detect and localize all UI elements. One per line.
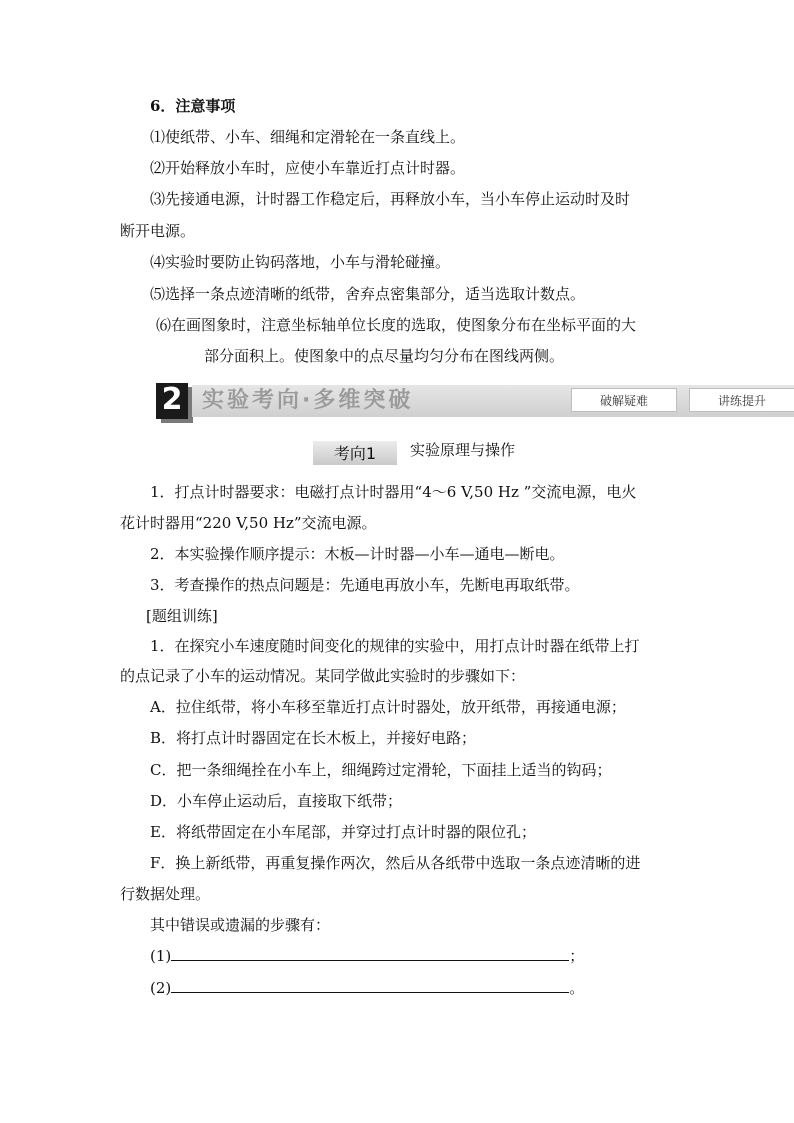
answer-label-2: (2)	[150, 979, 172, 997]
step-a: A．拉住纸带，将小车移至靠近打点计时器处，放开纸带，再接通电源；	[150, 698, 626, 716]
answer-line-2	[150, 978, 584, 998]
subsection-label-box	[313, 441, 397, 465]
subsection-title: 实验原理与操作	[410, 441, 516, 459]
answer-end-1: ；	[569, 947, 585, 965]
principle-1: 1．打点计时器要求：电磁打点计时器用“4～6 V,50 Hz ”交流电源，电火	[150, 483, 637, 501]
section-banner	[156, 381, 794, 421]
subsection-label: 考向1	[333, 444, 377, 463]
notes-item-3: ⑶先接通电源，计时器工作稳定后，再释放小车，当小车停止运动时及时	[150, 190, 631, 208]
answer-blank-1[interactable]	[171, 946, 569, 961]
principle-3: 3．考查操作的热点问题是：先通电再放小车，先断电再取纸带。	[150, 576, 580, 594]
banner-number: 2	[156, 383, 188, 419]
practice-improve-button[interactable]: 讲练提升	[689, 388, 794, 412]
notes-item-2: ⑵开始释放小车时，应使小车靠近打点计时器。	[150, 159, 466, 177]
answer-label-1: (1)	[150, 947, 172, 965]
analyze-difficulties-button[interactable]: 破解疑难	[571, 388, 677, 412]
notes-heading: 6．注意事项	[150, 97, 236, 115]
notes-item-4: ⑷实验时要防止钩码落地，小车与滑轮碰撞。	[150, 253, 451, 271]
answer-prompt: 其中错误或遗漏的步骤有：	[150, 916, 331, 934]
question-line-1: 1．在探究小车速度随时间变化的规律的实验中，用打点计时器在纸带上打	[150, 637, 640, 655]
practice-heading: [题组训练]	[146, 607, 218, 625]
principle-1-cont: 花计时器用“220 V,50 Hz”交流电源。	[120, 514, 377, 532]
answer-end-2: 。	[569, 979, 585, 997]
notes-item-3-cont: 断开电源。	[120, 222, 196, 240]
step-f: F．换上新纸带，再重复操作两次，然后从各纸带中选取一条点迹清晰的进	[150, 854, 641, 872]
step-e: E．将纸带固定在小车尾部，并穿过打点计时器的限位孔；	[150, 823, 536, 841]
notes-item-1: ⑴使纸带、小车、细绳和定滑轮在一条直线上。	[150, 128, 466, 146]
banner-title: 实验考向·多维突破	[202, 388, 414, 413]
answer-blank-2[interactable]	[171, 978, 569, 993]
notes-item-5: ⑸选择一条点迹清晰的纸带，舍弃点密集部分，适当选取计数点。	[150, 285, 586, 303]
principle-2: 2．本实验操作顺序提示：木板—计时器—小车—通电—断电。	[150, 545, 565, 563]
question-line-2: 的点记录了小车的运动情况。某同学做此实验时的步骤如下：	[120, 667, 526, 685]
notes-item-6-cont: 部分面积上。使图象中的点尽量均匀分布在图线两侧。	[204, 347, 565, 365]
step-d: D．小车停止运动后，直接取下纸带；	[150, 792, 403, 810]
step-f-cont: 行数据处理。	[120, 885, 211, 903]
step-b: B．将打点计时器固定在长木板上，并接好电路；	[150, 729, 477, 747]
step-c: C．把一条细绳拴在小车上，细绳跨过定滑轮，下面挂上适当的钩码；	[150, 761, 612, 779]
notes-item-6: ⑹在画图象时，注意坐标轴单位长度的选取，使图象分布在坐标平面的大	[156, 316, 637, 334]
answer-line-1	[150, 946, 584, 966]
